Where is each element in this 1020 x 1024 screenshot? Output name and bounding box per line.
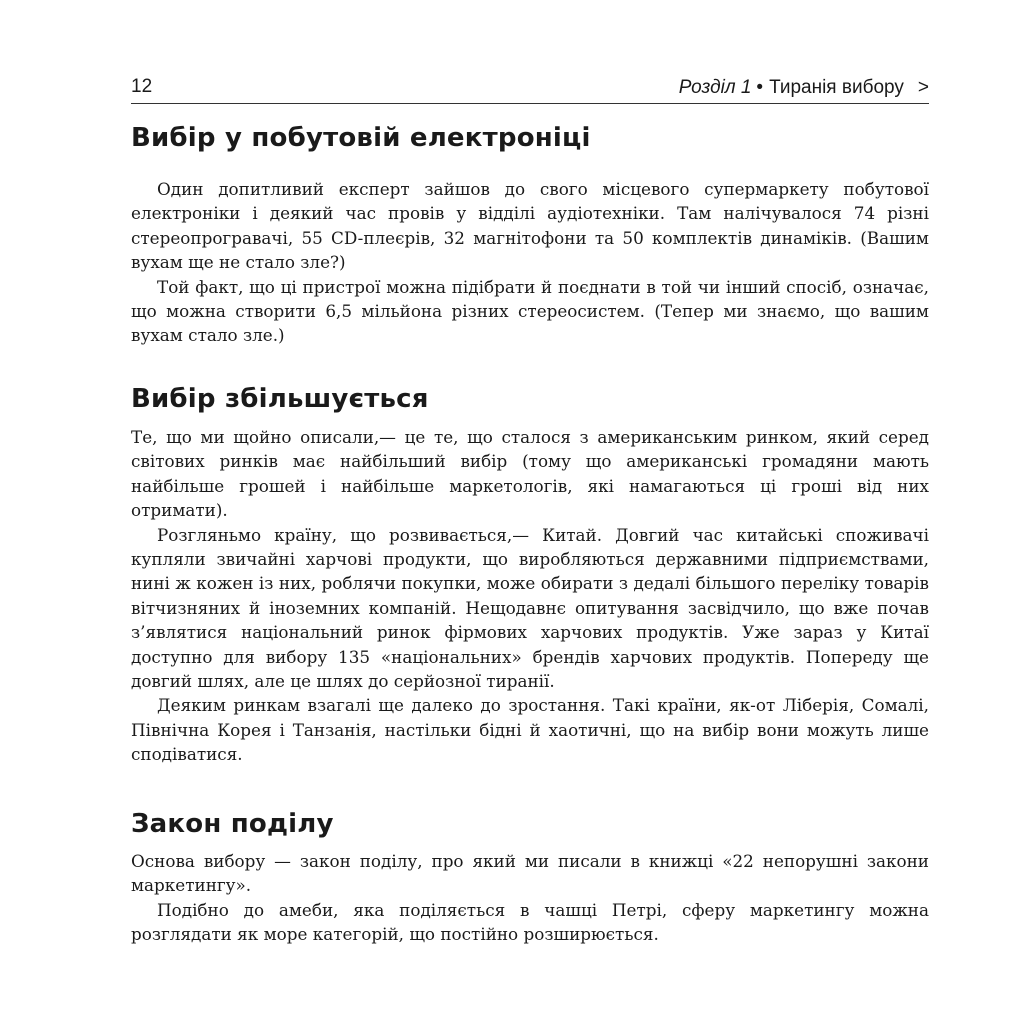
bullet-separator: • [756,77,764,98]
header-divider [131,103,929,104]
chapter-header [679,77,929,99]
running-header [131,76,929,102]
next-arrow-icon: > [917,77,929,98]
page-number: 12 [131,76,153,97]
book-page [131,0,929,1024]
section-law-of-division [131,807,929,947]
paragraph: Деяким ринкам взагалі ще далеко до зростання. Такі країни, як-от Ліберія, Сомалі, Північна Корея і Танзанія, настільки бідні й хаотичні, що на вибір вони можуть лише сподіватися. [131,695,929,765]
paragraph: Подібно до амеби, яка поділяється в чашці Петрі, сферу маркетингу можна розглядати як море категорій, що постійно розширюється. [131,899,929,945]
chapter-title: Тиранія вибору [769,77,904,98]
section-heading: Вибір у побутовій електроніці [131,123,591,153]
paragraph: Один допитливий експерт зайшов до свого місцевого супермаркету побутової електроніки і деякий час провів у відділі аудіотехніки. Там налічувалося 74 різні стереопрогравачі, 55 CD-плеєрів, 32 магнітофони та 50 комплектів динаміків. (Вашим вухам ще не стало зле?) [131,179,929,273]
chapter-label: Розділ 1 [678,77,752,98]
paragraph: Розгляньмо країну, що розвивається,— Китай. Довгий час китайські споживачі купляли звичайні харчові продукти, що виробляються державними підприємствами, нині ж кожен із них, роблячи покупки, може обирати з дедалі більшого переліку товарів вітчизняних й іноземних компаній. Нещодавнє опитування засвідчило, що вже почав з’являтися національний ринок фірмових харчових продуктів. Уже зараз у Китаї доступно для вибору 135 «національних» брендів харчових продуктів. Попереду ще довгий шлях, але це шлях до серйозної тиранії. [131,524,929,692]
paragraph: Те, що ми щойно описали,— це те, що сталося з американським ринком, який серед світових ринків має найбільший вибір (тому що американські громадяни мають найбільше грошей і найбільше маркетологів, які намагаються ці гроші від них отримати). [131,427,929,521]
section-consumer-electronics [131,121,929,348]
section-heading: Вибір збільшується [131,384,429,414]
section-heading: Закон поділу [131,809,334,839]
paragraph: Той факт, що ці пристрої можна підібрати й поєднати в той чи інший спосіб, означає, що можна створити 6,5 мільйона різних стереосистем. (Тепер ми знаємо, що вашим вухам стало зле.) [131,276,929,346]
section-choice-increases [131,382,929,767]
paragraph: Основа вибору — закон поділу, про який ми писали в книжці «22 непорушні закони маркетингу». [131,851,929,896]
